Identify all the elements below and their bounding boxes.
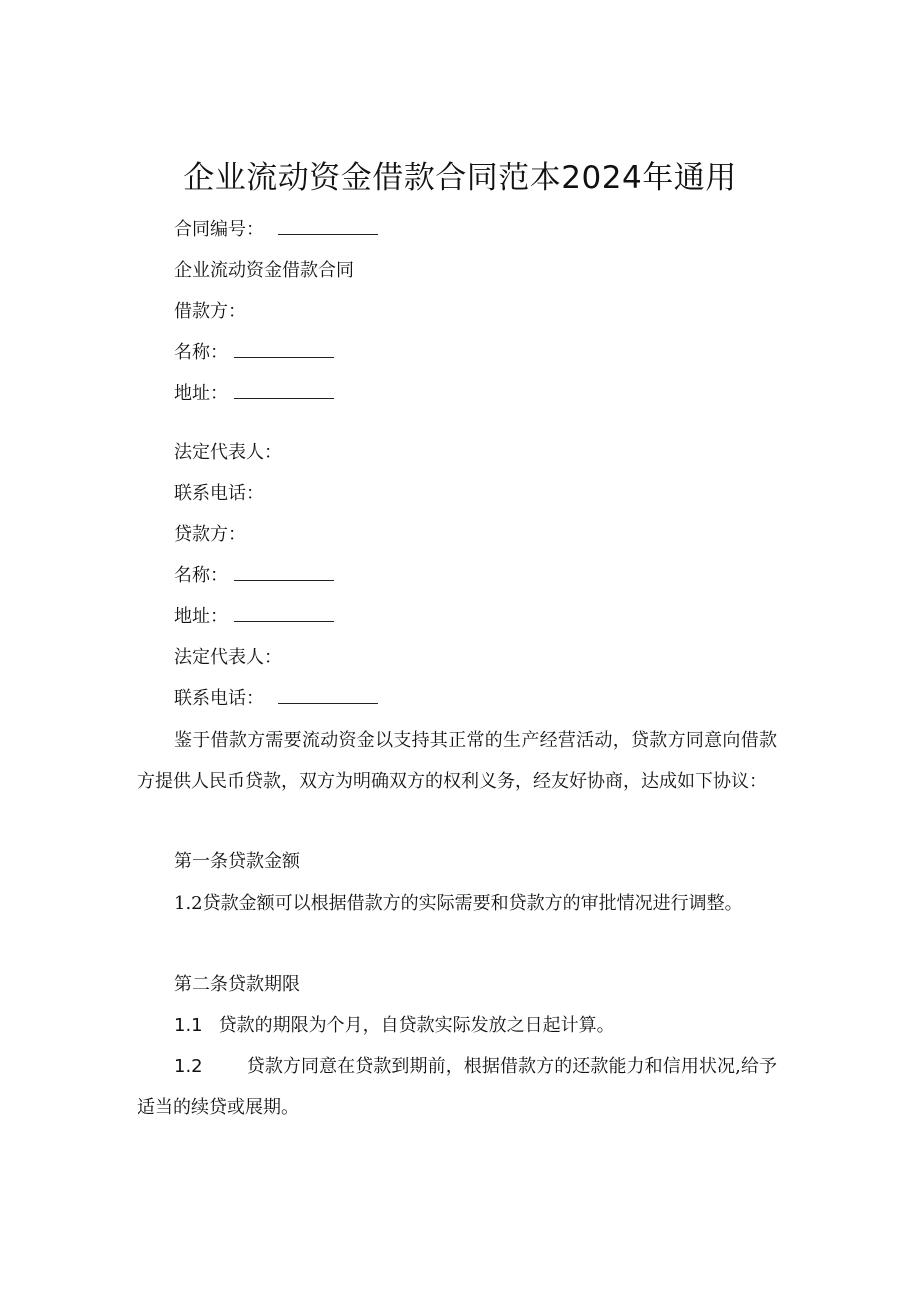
article-2-clause-1-2 xyxy=(137,1046,777,1128)
borrower-address-blank xyxy=(234,382,334,399)
lender-address-blank xyxy=(234,605,334,622)
contract-number-label: 合同编号： xyxy=(174,219,264,240)
article-1-clause-1-2: 1.2贷款金额可以根据借款方的实际需要和贷款方的审批情况进行调整。 xyxy=(174,893,743,914)
borrower-heading: 借款方： xyxy=(174,301,246,322)
borrower-phone-label: 联系电话： xyxy=(174,483,264,504)
document-title: 企业流动资金借款合同范本2024年通用 xyxy=(183,160,737,196)
clause-1-1-text: 贷款的期限为个月，自贷款实际发放之日起计算。 xyxy=(218,1015,615,1036)
borrower-name-line xyxy=(174,341,334,365)
lender-name-blank xyxy=(234,564,334,581)
lender-name-line xyxy=(174,564,334,588)
lender-phone-line xyxy=(174,687,378,711)
borrower-name-blank xyxy=(234,341,334,358)
clause-1-2-number: 1.2 xyxy=(174,1056,203,1077)
borrower-address-label: 地址： xyxy=(174,383,228,404)
lender-rep-label: 法定代表人： xyxy=(174,647,282,668)
borrower-name-label: 名称： xyxy=(174,342,228,363)
lender-name-label: 名称： xyxy=(174,565,228,586)
clause-1-2-text: 贷款方同意在贷款到期前，根据借款方的还款能力和信用状况,给予适当的续贷或展期。 xyxy=(137,1056,777,1118)
clause-1-1-number: 1.1 xyxy=(174,1015,203,1036)
lender-heading: 贷款方： xyxy=(174,524,246,545)
lender-phone-label: 联系电话： xyxy=(174,688,264,709)
article-1-heading: 第一条贷款金额 xyxy=(174,851,300,872)
borrower-rep-label: 法定代表人： xyxy=(174,442,282,463)
contract-number-blank xyxy=(278,218,378,235)
lender-address-label: 地址： xyxy=(174,606,228,627)
article-2-clause-1-1 xyxy=(174,1014,615,1038)
lender-address-line xyxy=(174,605,334,629)
lender-phone-blank xyxy=(278,687,378,704)
preamble-paragraph: 鉴于借款方需要流动资金以支持其正常的生产经营活动，贷款方同意向借款方提供人民币贷款，双方为明确双方的权利义务，经友好协商，达成如下协议： xyxy=(137,730,777,792)
contract-number-line xyxy=(174,218,378,242)
borrower-address-line xyxy=(174,382,334,406)
contract-name: 企业流动资金借款合同 xyxy=(174,260,354,281)
article-2-heading: 第二条贷款期限 xyxy=(174,974,300,995)
